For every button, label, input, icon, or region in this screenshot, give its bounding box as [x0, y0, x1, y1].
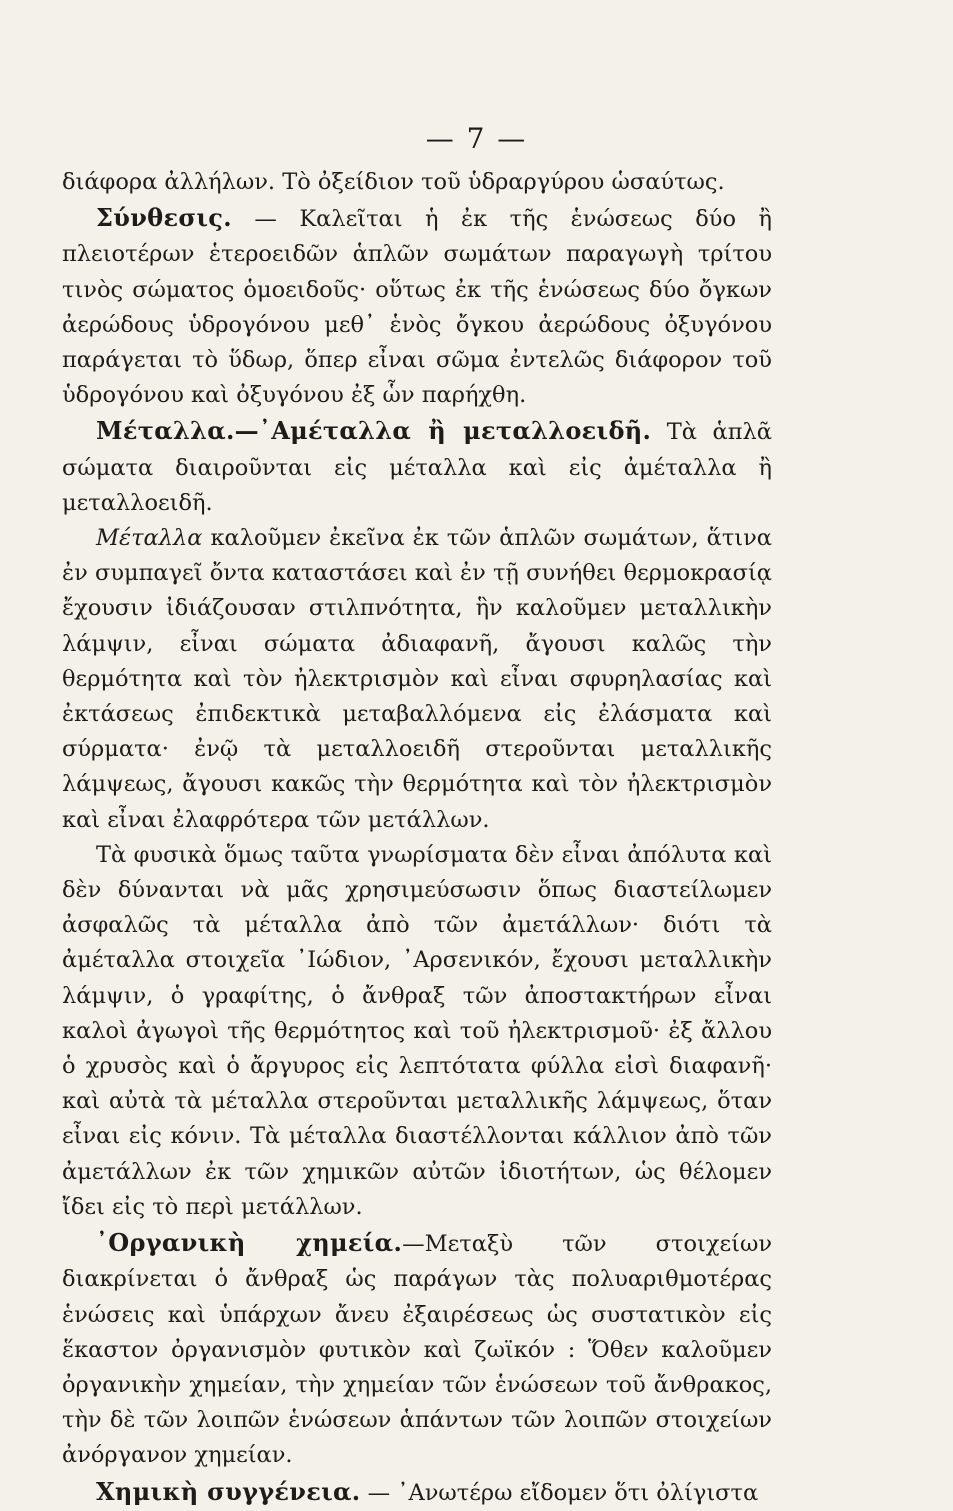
paragraph-text: —Μεταξὺ τῶν στοιχείων διακρίνεται ὁ ἄνθραξ ὡς παράγων τὰς πολυαριθμοτέρας ἑνώσεις καὶ ὑπάρχων ἄνευ ἐξαιρέσεως ὡς συστατικὸν εἰς ἕκαστον ὀργανισμὸν φυτικὸν καὶ ζωϊκόν : Ὅθεν καλοῦμεν ὀργανικὴν χημείαν, τὴν χημείαν τῶν ἑνώσεων τοῦ ἄνθρακος, τὴν δὲ τῶν λοιπῶν ἑνώσεων ἁπάντων τῶν λοιπῶν στοιχείων ἀνόργανον χημείαν.	[62, 1231, 772, 1469]
section-heading-metals: Μέταλλα.—᾿Αμέταλλα ἢ μεταλλοειδῆ.	[96, 416, 652, 446]
paragraph-text: καλοῦμεν ἐκεῖνα ἐκ τῶν ἁπλῶν σωμάτων, ἅτινα ἐν συμπαγεῖ ὄντα καταστάσει καὶ ἐν τῇ συνήθει θερμοκρασίᾳ ἔχουσιν ἰδιάζουσαν στιλπνότητα, ἣν καλοῦμεν μεταλλικὴν λάμψιν, εἶναι σώματα ἀδιαφανῆ, ἄγουσι καλῶς τὴν θερμότητα καὶ τὸν ἠλεκτρισμὸν καὶ εἶναι σφυρηλασίας καὶ ἐκτάσεως ἐπιδεκτικὰ μεταβαλλόμενα εἰς ἐλάσματα καὶ σύρματα· ἐνῷ τὰ μεταλλοειδῆ στεροῦνται μεταλλικῆς λάμψεως, ἄγουσι κακῶς τὴν θερμότητα καὶ τὸν ἠλεκτρισμὸν καὶ εἶναι ἐλαφρότερα τῶν μετάλλων.	[62, 525, 772, 833]
body-text	[62, 165, 772, 1511]
paragraph-text: Τὰ ἁπλᾶ σώματα διαιροῦνται εἰς μέταλλα καὶ εἰς ἀμέταλλα ἢ μεταλλοειδῆ.	[62, 419, 772, 516]
paragraph-text: Τὰ φυσικὰ ὅμως ταῦτα γνωρίσματα δὲν εἶναι ἀπόλυτα καὶ δὲν δύνανται νὰ μᾶς χρησιμεύσωσιν ὅπως διαστείλωμεν ἀσφαλῶς τὰ μέταλλα ἀπὸ τῶν ἀμετάλλων· διότι τὰ ἀμέταλλα στοιχεῖα ᾿Ιώδιον, ᾿Αρσενικόν, ἔχουσι μεταλλικὴν λάμψιν, ὁ γραφίτης, ὁ ἄνθραξ τῶν ἀποστακτήρων εἶναι καλοὶ ἀγωγοὶ τῆς θερμότητος καὶ τοῦ ἠλεκτρισμοῦ· ἐξ ἄλλου ὁ χρυσὸς καὶ ὁ ἄργυρος εἰς λεπτότατα φύλλα εἰσὶ διαφανῆ· καὶ αὐτὰ τὰ μέταλλα στεροῦνται μεταλλικῆς λάμψεως, ὅταν εἶναι εἰς κόνιν. Τὰ μέταλλα διαστέλλονται κάλλιον ἀπὸ τῶν ἀμετάλλων ἐκ τῶν χημικῶν αὐτῶν ἰδιοτήτων, ὡς θέλομεν ἴδει εἰς τὸ περὶ μετάλλων.	[62, 841, 772, 1220]
italic-term-metals: Μέταλλα	[96, 525, 203, 552]
paragraph-text: διάφορα ἀλλήλων. Τὸ ὀξείδιον τοῦ ὑδραργύρου ὡσαύτως.	[62, 169, 725, 195]
paragraph-physical-properties	[62, 838, 772, 1225]
section-heading-affinity: Χημικὴ συγγένεια.	[96, 1476, 361, 1506]
paragraph-organic-chemistry	[62, 1225, 772, 1473]
page-number: — 7 —	[425, 122, 528, 155]
paragraph-text: — Καλεῖται ἡ ἐκ τῆς ἑνώσεως δύο ἢ πλειοτέρων ἑτεροειδῶν ἁπλῶν σωμάτων παραγωγὴ τρίτου τινὸς σώματος ὁμοειδοῦς· οὕτως ἐκ τῆς ἑνώσεως δύο ὄγκων ἀερώδους ὑδρογόνου μεθ᾽ ἑνὸς ὄγκου ἀερώδους ὀξυγόνου παράγεται τὸ ὕδωρ, ὅπερ εἶναι σῶμα ἐντελῶς διάφορον τοῦ ὑδρογόνου καὶ ὀξυγόνου ἐξ ὧν παρήχθη.	[62, 206, 772, 409]
section-heading-organic: ᾿Οργανικὴ χημεία.	[96, 1228, 403, 1258]
paragraph-text: — ᾿Ανωτέρω εἴδομεν ὅτι ὀλίγιστα	[360, 1479, 759, 1506]
paragraph-metals-nonmetals	[62, 413, 772, 521]
paragraph-chemical-affinity	[62, 1474, 772, 1511]
section-heading-synthesis: Σύνθεσις.	[96, 203, 232, 233]
paragraph-continuation	[62, 165, 772, 200]
paragraph-metals-definition	[62, 521, 772, 838]
paragraph-synthesis	[62, 200, 772, 413]
